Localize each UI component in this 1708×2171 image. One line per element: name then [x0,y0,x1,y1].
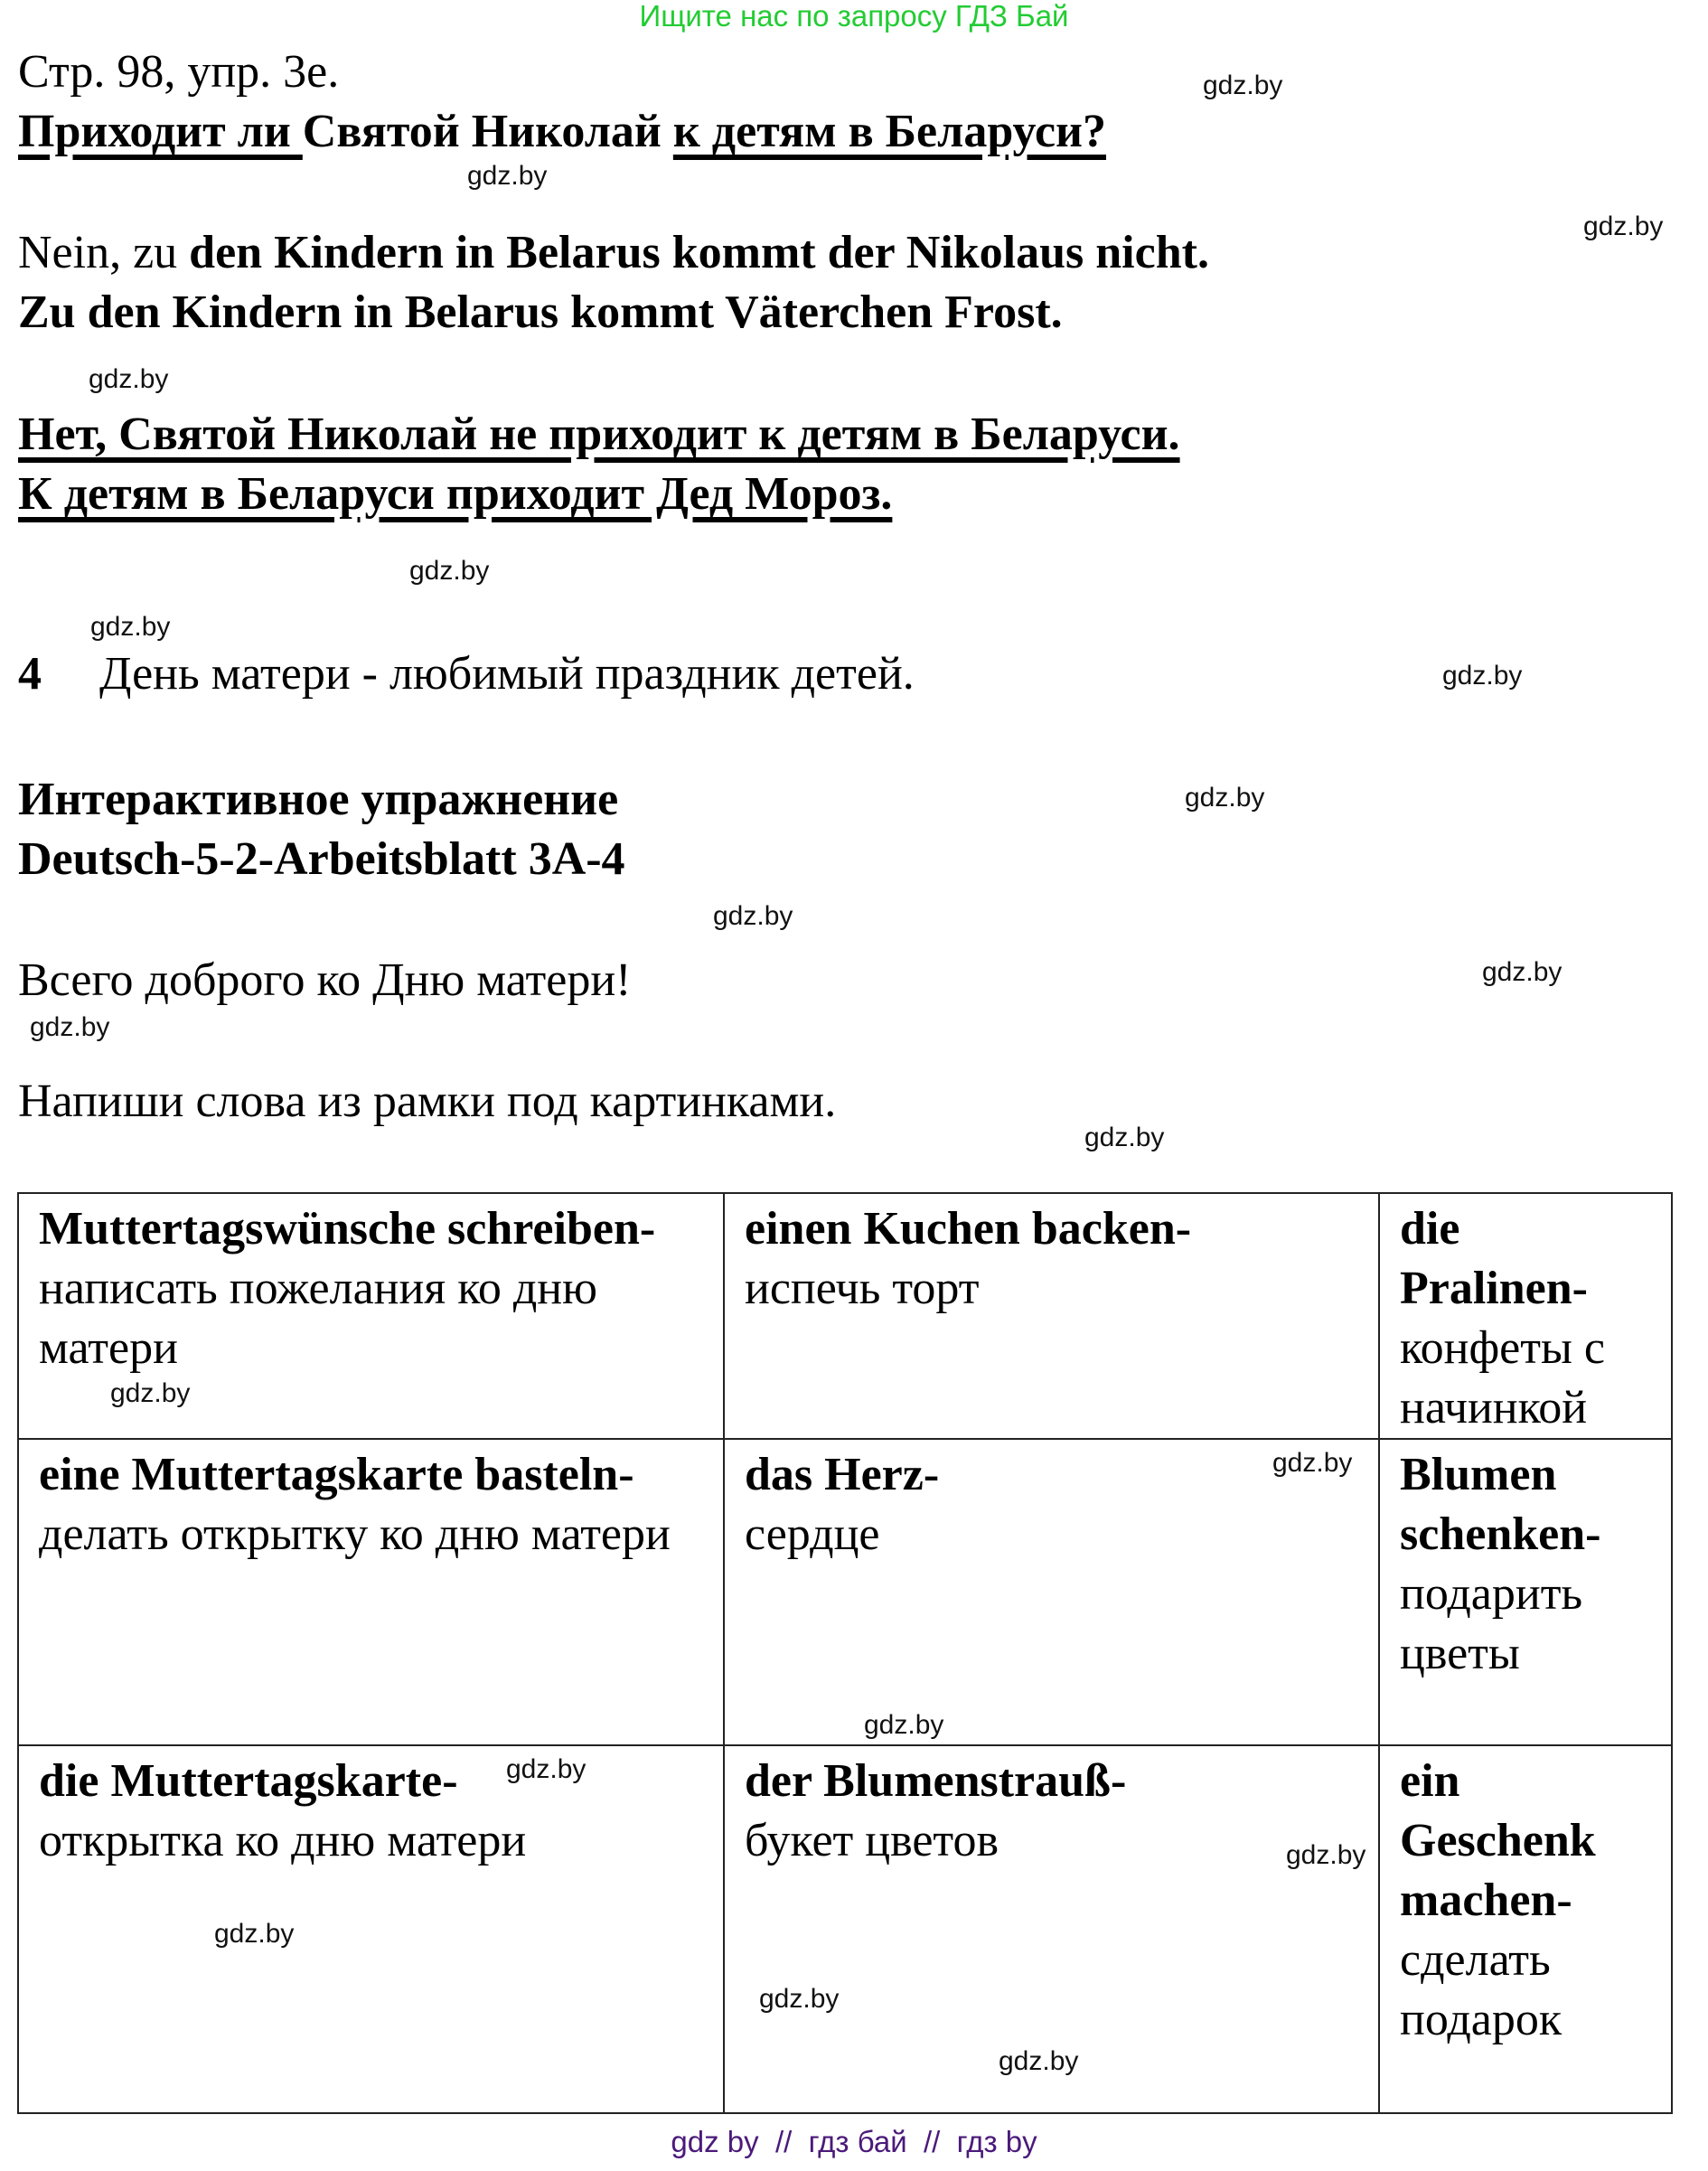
interactive-title: Интерактивное упражнение [18,774,619,825]
answer-de-line-1 [18,226,1209,280]
vocabulary-table [17,1192,1673,2114]
watermark: gdz.by [506,1754,587,1784]
watermark: gdz.by [409,556,490,586]
answer-ru-line-1 [18,408,1180,462]
watermark: gdz.by [1286,1840,1366,1870]
watermark: gdz.by [1442,661,1523,691]
watermark: gdz.by [90,612,171,642]
german-phrase: eine Muttertagskarte basteln- [39,1449,634,1500]
watermark: gdz.by [1272,1448,1353,1478]
question-part-3: к детям в Беларуси? [672,106,1106,157]
table-row [18,1193,1672,1439]
watermark: gdz.by [89,364,169,394]
table-cell [18,1745,724,2113]
task-number: 4 [18,648,42,700]
watermark: gdz.by [1084,1123,1165,1152]
exercise-reference: Стр. 98, упр. 3е. [18,46,340,98]
watermark: gdz.by [1583,211,1664,241]
watermark: gdz.by [1482,957,1563,987]
russian-translation: написать пожелания ко дню матери [39,1263,597,1374]
russian-translation: сделать подарок [1400,1934,1563,2045]
search-banner: Ищите нас по запросу ГДЗ Бай [639,0,1069,33]
table-cell [724,1193,1379,1439]
russian-translation: подарить цветы [1400,1568,1583,1679]
russian-translation: сердце [745,1508,880,1560]
german-phrase: der Blumenstrauß- [745,1755,1127,1807]
russian-translation: конфеты с начинкой [1400,1322,1605,1433]
russian-translation: открытка ко дню матери [39,1815,527,1866]
answer-ru-line-2-text: К детям в Беларуси приходит Дед Мороз. [18,468,893,520]
watermark: gdz.by [30,1012,110,1042]
watermark: gdz.by [1185,783,1265,813]
german-phrase: Muttertagswünsche schreiben- [39,1203,656,1255]
table-cell [18,1439,724,1745]
watermark: gdz.by [864,1710,944,1740]
table-row [18,1439,1672,1745]
greeting-text: Всего доброго ко Дню матери! [18,954,632,1006]
answer-ru-line-2 [18,467,892,522]
russian-translation: испечь торт [745,1263,980,1314]
interactive-code: Deutsch-5-2-Arbeitsblatt 3A-4 [18,833,625,885]
answer-de-plain: Nein, zu [18,227,190,278]
watermark: gdz.by [214,1919,295,1949]
answer-de-bold: den Kindern in Belarus kommt der Nikolaus nicht. [189,227,1209,278]
task-text: День матери - любимый праздник детей. [99,648,915,700]
german-phrase: ein Geschenk machen- [1400,1755,1596,1926]
german-phrase: einen Kuchen backen- [745,1203,1192,1255]
question-part-1: Приходит ли [18,106,303,157]
question-part-2: Святой Николай [302,106,673,157]
german-phrase: das Herz- [745,1449,940,1500]
watermark: gdz.by [1203,70,1283,100]
watermark: gdz.by [467,161,548,191]
russian-translation: делать открытку ко дню матери [39,1508,671,1560]
german-phrase: Blumen schenken- [1400,1449,1601,1560]
answer-de-line-2: Zu den Kindern in Belarus kommt Väterchen Frost. [18,287,1063,338]
table-cell [1379,1745,1672,2113]
table-cell [724,1439,1379,1745]
table-cell [1379,1439,1672,1745]
footer-links: gdz by // гдз бай // гдз by [671,2125,1037,2158]
watermark: gdz.by [110,1378,191,1408]
instruction-text: Напиши слова из рамки под картинками. [18,1076,837,1127]
watermark: gdz.by [999,2046,1079,2076]
german-phrase: die Pralinen- [1400,1203,1588,1314]
table-cell [1379,1193,1672,1439]
answer-ru-line-1-text: Нет, Святой Николай не приходит к детям в Беларуси. [18,409,1180,460]
german-phrase: die Muttertagskarte- [39,1755,458,1807]
russian-translation: букет цветов [745,1815,999,1866]
watermark: gdz.by [713,901,793,931]
question-heading [18,105,1106,159]
watermark: gdz.by [759,1984,840,2014]
